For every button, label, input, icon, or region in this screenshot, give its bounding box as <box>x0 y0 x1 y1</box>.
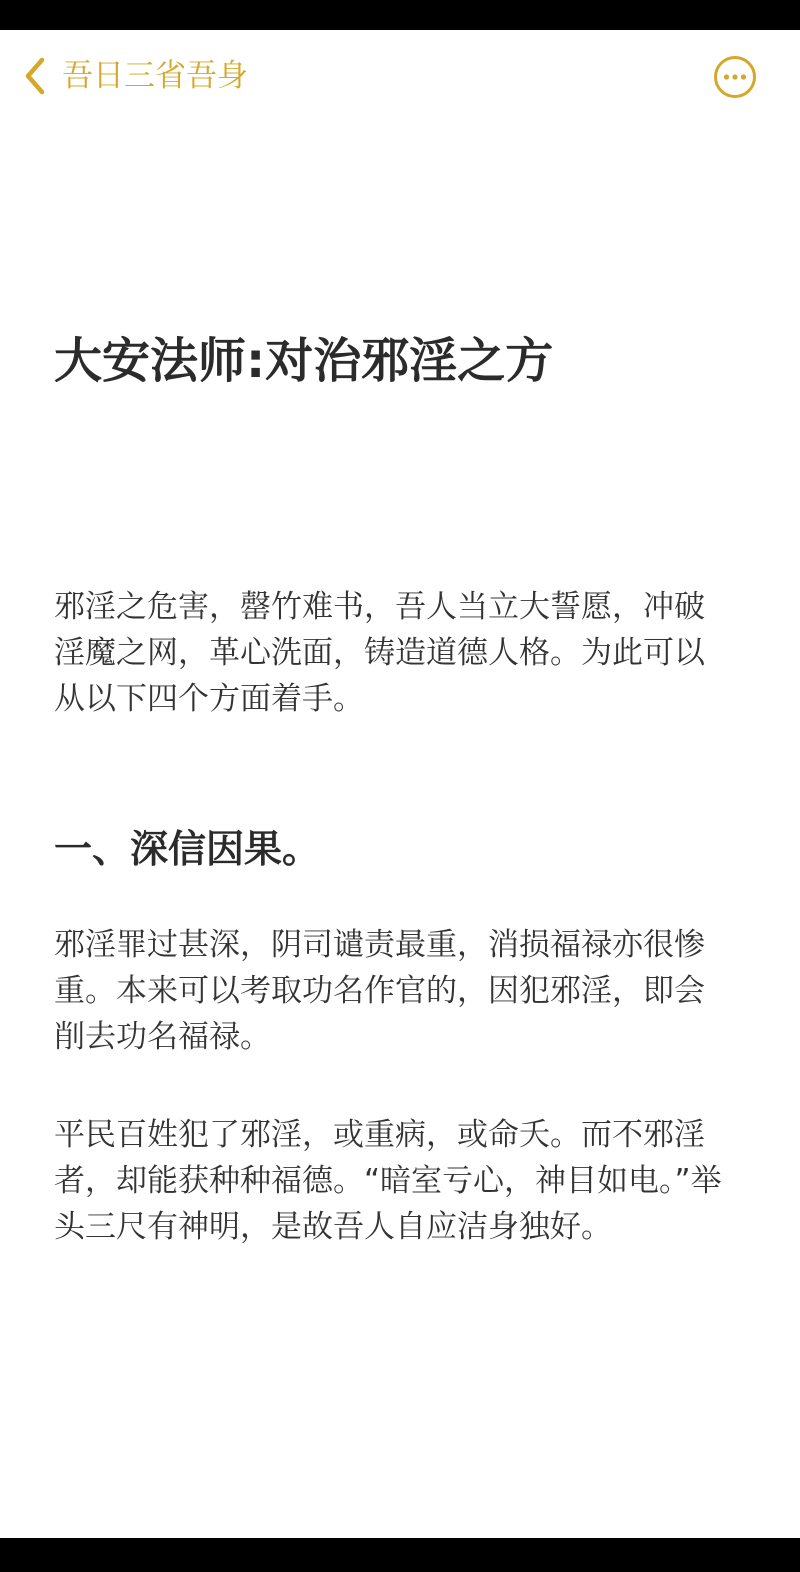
intro-paragraph: 邪淫之危害，罄竹难书，吾人当立大誓愿，冲破淫魔之网，革心洗面，铸造道德人格。为此可以从以下四个方面着手。 <box>54 589 705 717</box>
navigation-bar <box>0 30 800 120</box>
article-title: 大安法师:对治邪淫之方 <box>54 333 554 389</box>
home-indicator-bar <box>0 1538 800 1572</box>
back-button-label: 吾日三省吾身 <box>62 58 248 94</box>
chevron-left-icon <box>22 56 48 96</box>
status-bar <box>0 0 800 30</box>
more-options-button[interactable] <box>713 55 757 99</box>
section-paragraph-1: 邪淫罪过甚深，阴司谴责最重，消损福禄亦很惨重。本来可以考取功名作官的，因犯邪淫，即会削去功名福禄。 <box>54 927 705 1055</box>
section-heading: 一、深信因果。 <box>54 827 321 871</box>
more-options-icon <box>713 55 757 99</box>
section-paragraph-2: 平民百姓犯了邪淫，或重病，或命夭。而不邪淫者，却能获种种福德。“暗室亏心，神目如电。”举头三尺有神明，是故吾人自应洁身独好。 <box>54 1117 722 1245</box>
back-button[interactable] <box>22 54 248 98</box>
